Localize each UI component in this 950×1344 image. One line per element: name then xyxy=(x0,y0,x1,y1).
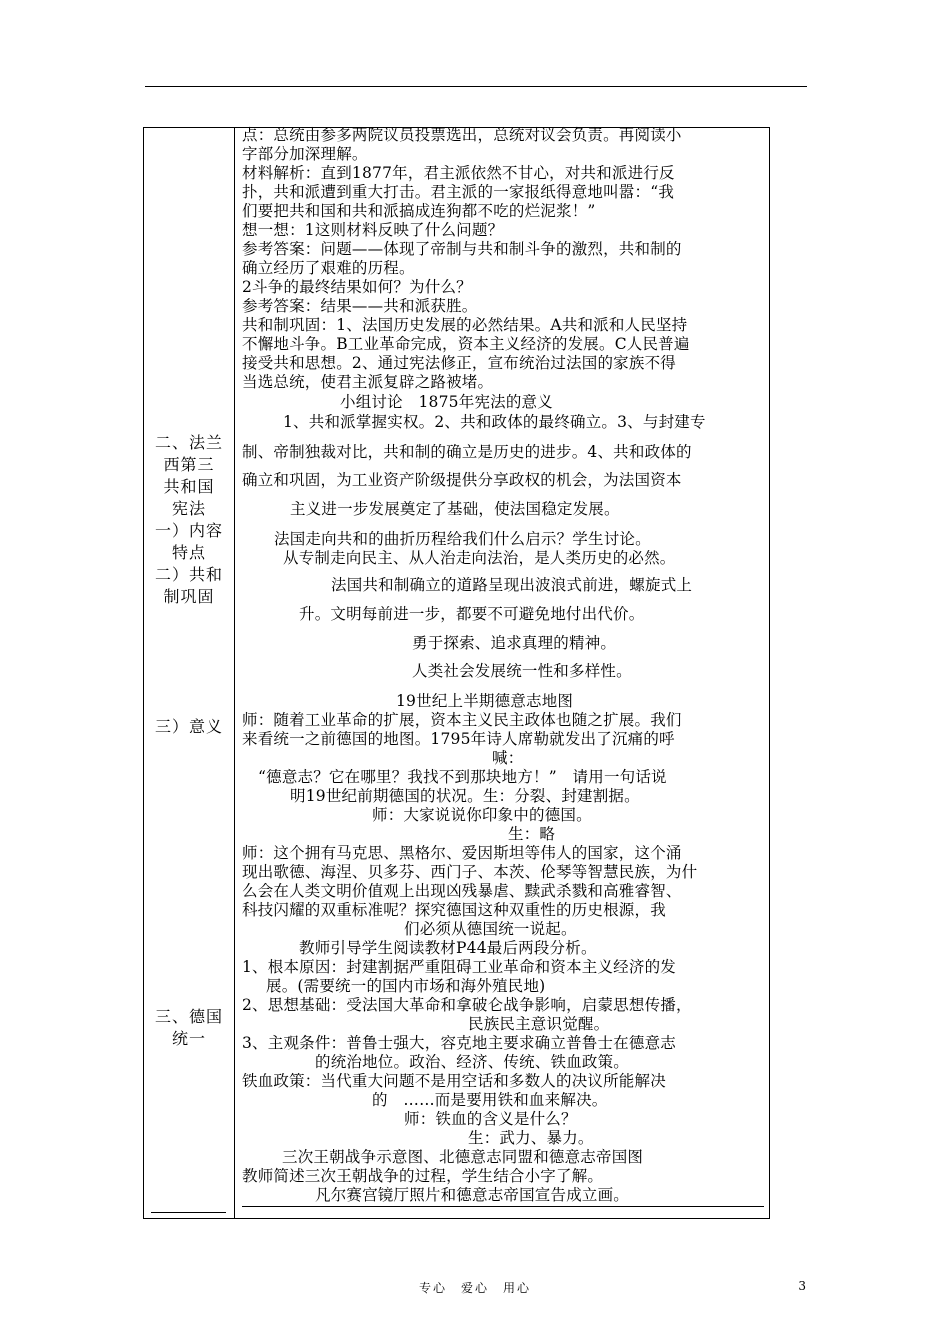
text-line: 民族民主意识觉醒。 xyxy=(468,1015,610,1033)
text-line: 么会在人类文明价值观上出现凶残暴虐、黩武杀戮和高雅睿智、 xyxy=(242,882,682,900)
text-line: 们必须从德国统一说起。 xyxy=(404,920,577,938)
text-line: 参考答案：结果——共和派获胜。 xyxy=(242,297,478,315)
text-line: 升。文明每前进一步，都要不可避免地付出代价。 xyxy=(299,605,645,623)
text-line: 铁血政策：当代重大问题不是用空话和多数人的决议所能解决 xyxy=(242,1072,666,1090)
outline-line: 二、法兰 xyxy=(154,433,223,452)
text-line: 确立和巩固，为工业资产阶级提供分享政权的机会，为法国资本 xyxy=(242,471,682,489)
text-line: 师：大家说说你印象中的德国。 xyxy=(372,806,592,824)
text-line: 现出歌德、海涅、贝多芬、西门子、本茨、伦琴等智慧民族，为什 xyxy=(242,863,698,881)
text-line: 们要把共和国和共和派搞成连狗都不吃的烂泥浆！” xyxy=(242,202,596,220)
page-number: 3 xyxy=(798,1279,806,1293)
text-line: 明19世纪前期德国的状况。生：分裂、封建割据。 xyxy=(290,787,640,805)
text-line: 点：总统由参多两院议员投票选出，总统对议会负责。再阅读小 xyxy=(242,126,682,144)
map-caption: 三次王朝战争示意图、北德意志同盟和德意志帝国图 xyxy=(282,1148,644,1166)
text-line: 3、主观条件：普鲁士强大，容克地主要求确立普鲁士在德意志 xyxy=(242,1034,676,1052)
text-line: 勇于探索、追求真理的精神。 xyxy=(412,634,617,652)
footer-motto: 专心 爱心 用心 xyxy=(418,1281,531,1295)
text-line: 教师简述三次王朝战争的过程，学生结合小字了解。 xyxy=(242,1167,604,1185)
text-line: 生：略 xyxy=(508,825,556,843)
text-line: 法国共和制确立的道路呈现出波浪式前进，螺旋式上 xyxy=(331,576,693,594)
outline-line: 共和国 xyxy=(163,477,215,496)
text-line: 想一想：1这则材料反映了什么问题？ xyxy=(242,221,504,239)
text-line: 1、根本原因：封建割据严重阻碍工业革命和资本主义经济的发 xyxy=(242,958,676,976)
outline-line: 西第三 xyxy=(163,455,215,474)
text-line: 接受共和思想。2、通过宪法修正，宣布统治过法国的家族不得 xyxy=(242,354,676,372)
map-caption: 19世纪上半期德意志地图 xyxy=(396,692,574,710)
left-bottom-rule xyxy=(151,1212,226,1213)
text-line: 的 ……而是要用铁和血来解决。 xyxy=(372,1091,608,1109)
header-rule xyxy=(145,86,807,87)
text-line: 制、帝制独裁对比，共和制的确立是历史的进步。4、共和政体的 xyxy=(242,443,692,461)
text-line: 参考答案：问题——体现了帝制与共和制斗争的激烈，共和制的 xyxy=(242,240,682,258)
outline-line: 三、德国 xyxy=(154,1007,223,1026)
text-line: 师：随着工业革命的扩展，资本主义民主政体也随之扩展。我们 xyxy=(242,711,682,729)
outline-section-3 xyxy=(148,1006,230,1050)
discussion-heading: 小组讨论 1875年宪法的意义 xyxy=(340,393,553,411)
text-line: 师：铁血的含义是什么？ xyxy=(404,1110,577,1128)
quote-line: “德意志？它在哪里？我找不到那块地方！” 请用一句话说 xyxy=(258,768,667,786)
text-line: 展。(需要统一的国内市场和海外殖民地) xyxy=(266,977,546,995)
outline-line: 宪法 xyxy=(171,499,206,518)
lesson-table xyxy=(143,127,770,1219)
text-line: 字部分加深理解。 xyxy=(242,145,368,163)
right-bottom-rule xyxy=(242,1206,764,1207)
text-line: 材料解析：直到1877年，君主派依然不甘心，对共和派进行反 xyxy=(242,164,675,182)
outline-line: 统一 xyxy=(171,1029,206,1048)
outline-line: 制巩固 xyxy=(163,587,215,606)
text-line: 1、共和派掌握实权。2、共和政体的最终确立。3、与封建专 xyxy=(283,413,706,431)
outline-line: 一）内容 xyxy=(154,521,223,540)
text-line: 师：这个拥有马克思、黑格尔、爱因斯坦等伟人的国家，这个涌 xyxy=(242,844,682,862)
image-caption: 凡尔赛宫镜厅照片和德意志帝国宣告成立画。 xyxy=(315,1186,630,1204)
outline-significance: 三）意义 xyxy=(154,717,223,736)
column-divider xyxy=(234,128,235,1218)
text-line: 扑，共和派遭到重大打击。君主派的一家报纸得意地叫嚣：“我 xyxy=(242,183,675,201)
outline-section-2 xyxy=(148,432,230,608)
text-line: 2、思想基础：受法国大革命和拿破仑战争影响，启蒙思想传播， xyxy=(242,996,692,1014)
text-line: 教师引导学生阅读教材P44最后两段分析。 xyxy=(299,939,597,957)
text-line: 来看统一之前德国的地图。1795年诗人席勒就发出了沉痛的呼 xyxy=(242,730,675,748)
text-line: 人类社会发展统一性和多样性。 xyxy=(412,662,632,680)
outline-column xyxy=(144,128,234,1218)
text-line: 确立经历了艰难的历程。 xyxy=(242,259,415,277)
text-line: 从专制走向民主、从人治走向法治，是人类历史的必然。 xyxy=(283,549,676,567)
text-line: 当选总统，使君主派复辟之路被堵。 xyxy=(242,373,494,391)
content-column xyxy=(242,128,766,1218)
outline-line: 二）共和 xyxy=(154,565,223,584)
text-line: 主义进一步发展奠定了基础，使法国稳定发展。 xyxy=(290,500,620,518)
text-line: 不懈地斗争。B工业革命完成，资本主义经济的发展。C人民普遍 xyxy=(242,335,690,353)
outline-line: 特点 xyxy=(171,543,206,562)
text-line: 生：武力、暴力。 xyxy=(468,1129,594,1147)
text-line: 2斗争的最终结果如何？为什么？ xyxy=(242,278,472,296)
text-line: 喊： xyxy=(492,749,524,767)
text-line: 共和制巩固：1、法国历史发展的必然结果。A共和派和人民坚持 xyxy=(242,316,688,334)
text-line: 法国走向共和的曲折历程给我们什么启示？学生讨论。 xyxy=(274,530,651,548)
text-line: 的统治地位。政治、经济、传统、铁血政策。 xyxy=(315,1053,630,1071)
text-line: 科技闪耀的双重标准呢？探究德国这种双重性的历史根源，我 xyxy=(242,901,666,919)
